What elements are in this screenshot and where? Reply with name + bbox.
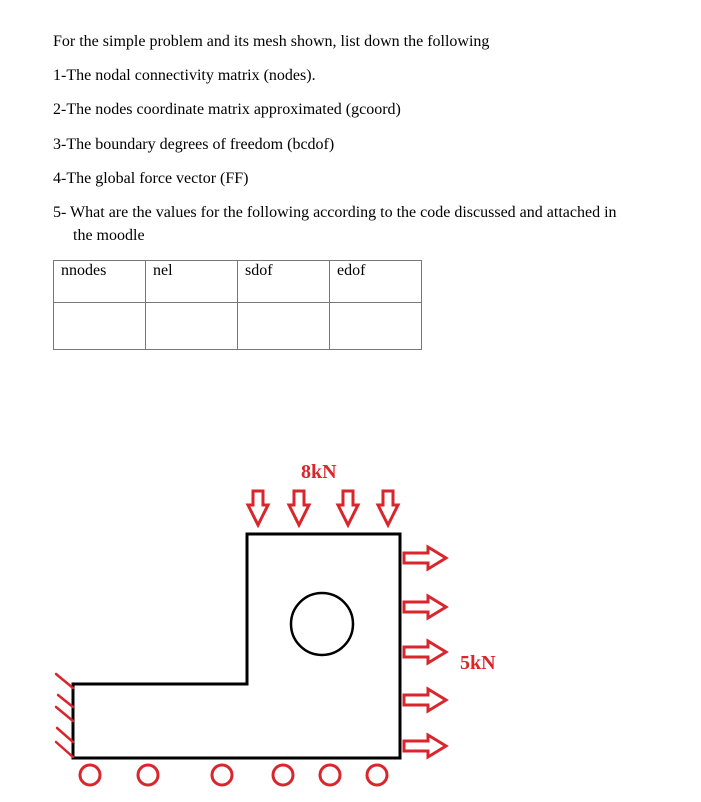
value-sdof [238, 303, 330, 350]
question-1: 1-The nodal connectivity matrix (nodes). [53, 67, 316, 84]
fixed-support-hatch [56, 674, 73, 757]
plate-outline [73, 534, 400, 758]
load-arrow-down [248, 491, 268, 525]
mesh-diagram [0, 440, 701, 802]
load-arrow-right [404, 641, 446, 663]
question-2: 2-The nodes coordinate matrix approximated (gcoord) [53, 101, 401, 118]
load-arrow-right [404, 735, 446, 757]
question-intro: For the simple problem and its mesh shown, list down the following [53, 33, 490, 50]
roller-support [80, 765, 100, 785]
load-arrow-down [338, 491, 358, 525]
side-load-arrows [404, 547, 446, 757]
value-edof [330, 303, 422, 350]
question-4: 4-The global force vector (FF) [53, 170, 249, 187]
load-arrow-down [378, 491, 398, 525]
header-nel: nel [146, 261, 238, 303]
value-nel [146, 303, 238, 350]
hole [291, 593, 353, 655]
load-arrow-right [404, 596, 446, 618]
side-load-label: 5kN [460, 652, 496, 674]
header-nnodes: nnodes [54, 261, 146, 303]
load-arrow-right [404, 689, 446, 711]
table-header-row [54, 261, 422, 303]
header-sdof: sdof [238, 261, 330, 303]
roller-support [320, 765, 340, 785]
roller-support [273, 765, 293, 785]
roller-support [367, 765, 387, 785]
question-3: 3-The boundary degrees of freedom (bcdof) [53, 136, 335, 153]
question-5-line-1: 5- What are the values for the following according to the code discussed and attached in [53, 204, 617, 221]
header-edof: edof [330, 261, 422, 303]
top-load-label: 8kN [301, 461, 337, 483]
load-arrow-down [289, 491, 309, 525]
load-arrow-right [404, 547, 446, 569]
roller-support [212, 765, 232, 785]
values-table [53, 260, 422, 350]
roller-supports [80, 765, 387, 785]
top-load-arrows [248, 491, 398, 525]
value-nnodes [54, 303, 146, 350]
roller-support [138, 765, 158, 785]
table-value-row [54, 303, 422, 350]
question-5-line-2: the moodle [73, 227, 145, 244]
